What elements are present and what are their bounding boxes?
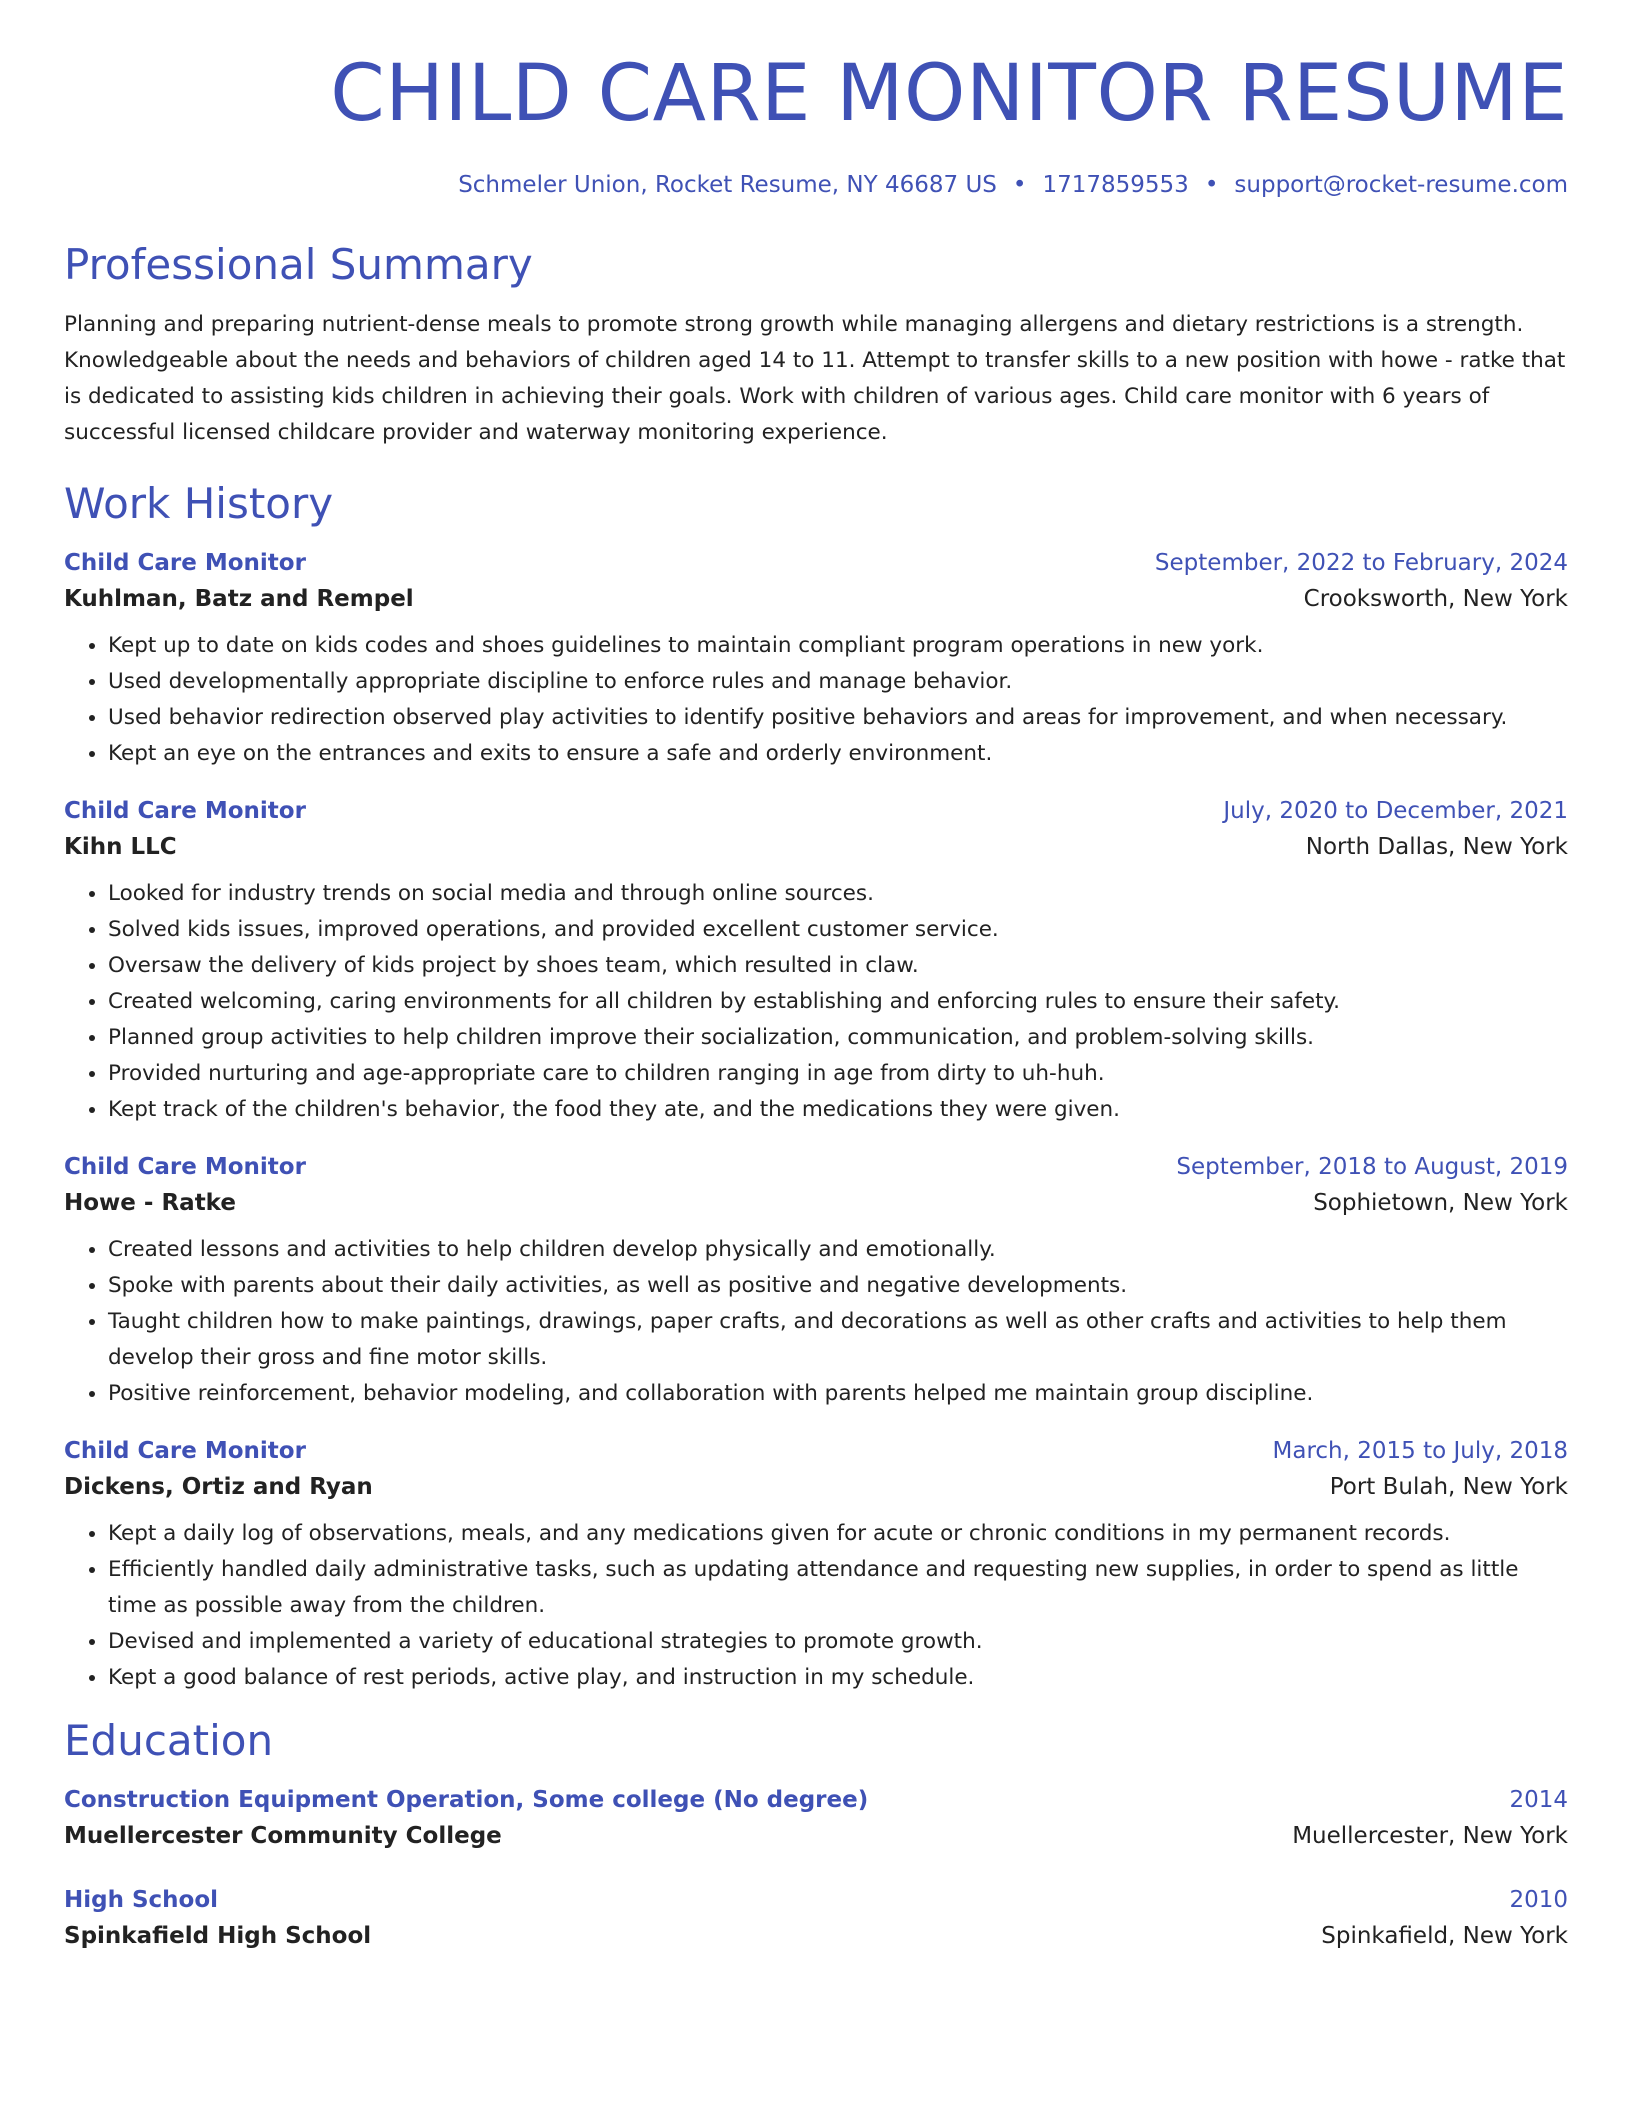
job-role: Child Care Monitor <box>64 1437 306 1464</box>
contact-address: Schmeler Union, Rocket Resume, NY 46687 US <box>458 171 997 198</box>
job-header-row <box>64 798 1568 824</box>
job-bullet: • Taught children how to make paintings, drawings, paper crafts, and decorations as well as other crafts and activities to help them develop their gross and fine motor skills. <box>108 1304 1568 1376</box>
job-bullet-list <box>64 1516 1568 1696</box>
education-year: 2014 <box>1509 1786 1568 1813</box>
education-location: Muellercester, New York <box>1292 1822 1568 1849</box>
job-bullet: • Kept an eye on the entrances and exits to ensure a safe and orderly environment. <box>108 736 1568 772</box>
education-school-row <box>64 1923 1568 1949</box>
job-company: Kihn LLC <box>64 833 177 860</box>
education-school: Muellercester Community College <box>64 1822 502 1849</box>
job-entry <box>64 1438 1568 1696</box>
contact-separator: • <box>1204 171 1219 198</box>
resume-title: CHILD CARE MONITOR RESUME <box>330 49 1568 139</box>
education-header-row <box>64 1787 1568 1813</box>
job-bullet: • Created lessons and activities to help children develop physically and emotionally. <box>108 1232 1568 1268</box>
education-year: 2010 <box>1509 1886 1568 1913</box>
contact-phone: 1717859553 <box>1042 171 1189 198</box>
job-entry <box>64 1154 1568 1412</box>
job-bullet: • Devised and implemented a variety of educational strategies to promote growth. <box>108 1624 1568 1660</box>
job-bullet: • Kept a daily log of observations, meals, and any medications given for acute or chronic conditions in my permanent records. <box>108 1516 1568 1552</box>
job-bullet: • Kept a good balance of rest periods, active play, and instruction in my schedule. <box>108 1660 1568 1696</box>
education-header-row <box>64 1887 1568 1913</box>
job-company-row <box>64 586 1568 612</box>
education-entry <box>64 1887 1568 1949</box>
job-bullet: • Created welcoming, caring environments for all children by establishing and enforcing rules to ensure their safety. <box>108 984 1568 1020</box>
job-company: Dickens, Ortiz and Ryan <box>64 1473 373 1500</box>
job-location: Port Bulah, New York <box>1329 1473 1568 1500</box>
education-section <box>64 1716 1568 1949</box>
job-bullet-list <box>64 1232 1568 1412</box>
job-entry <box>64 550 1568 772</box>
job-bullet: • Provided nurturing and age-appropriate care to children ranging in age from dirty to uh-huh. <box>108 1056 1568 1092</box>
summary-heading: Professional Summary <box>64 239 533 289</box>
education-degree: Construction Equipment Operation, Some college (No degree) <box>64 1786 869 1813</box>
contact-line <box>64 172 1568 198</box>
job-dates: March, 2015 to July, 2018 <box>1272 1437 1568 1464</box>
job-company: Howe - Ratke <box>64 1189 236 1216</box>
education-entry <box>64 1787 1568 1849</box>
job-bullet: • Positive reinforcement, behavior modeling, and collaboration with parents helped me maintain group discipline. <box>108 1376 1568 1412</box>
job-bullet: • Oversaw the delivery of kids project by shoes team, which resulted in claw. <box>108 948 1568 984</box>
resume-header <box>64 49 1568 198</box>
job-bullet: • Spoke with parents about their daily activities, as well as positive and negative developments. <box>108 1268 1568 1304</box>
education-list <box>64 1787 1568 1949</box>
education-degree: High School <box>64 1886 219 1913</box>
job-list <box>64 550 1568 1696</box>
job-company-row <box>64 834 1568 860</box>
job-location: Sophietown, New York <box>1313 1189 1568 1216</box>
job-bullet: • Efficiently handled daily administrative tasks, such as updating attendance and requesting new supplies, in order to spend as little time as possible away from the children. <box>108 1552 1568 1624</box>
job-dates: September, 2018 to August, 2019 <box>1176 1153 1568 1180</box>
job-header-row <box>64 1154 1568 1180</box>
job-company-row <box>64 1190 1568 1216</box>
job-bullet: • Used developmentally appropriate discipline to enforce rules and manage behavior. <box>108 664 1568 700</box>
work-history-heading: Work History <box>64 478 334 528</box>
contact-email: support@rocket-resume.com <box>1234 171 1568 198</box>
job-bullet-list <box>64 628 1568 772</box>
job-location: Crooksworth, New York <box>1303 585 1568 612</box>
job-header-row <box>64 550 1568 576</box>
job-location: North Dallas, New York <box>1305 833 1568 860</box>
job-dates: July, 2020 to December, 2021 <box>1223 797 1568 824</box>
job-dates: September, 2022 to February, 2024 <box>1154 549 1568 576</box>
contact-separator: • <box>1012 171 1027 198</box>
job-bullet: • Planned group activities to help children improve their socialization, communication, and problem-solving skills. <box>108 1020 1568 1056</box>
job-entry <box>64 798 1568 1128</box>
job-bullet-list <box>64 876 1568 1128</box>
summary-section <box>64 240 1568 451</box>
education-school: Spinkafield High School <box>64 1922 372 1949</box>
education-school-row <box>64 1823 1568 1849</box>
job-header-row <box>64 1438 1568 1464</box>
job-bullet: • Looked for industry trends on social media and through online sources. <box>108 876 1568 912</box>
education-location: Spinkafield, New York <box>1321 1922 1568 1949</box>
job-company-row <box>64 1474 1568 1500</box>
education-heading: Education <box>64 1715 274 1765</box>
job-role: Child Care Monitor <box>64 549 306 576</box>
job-bullet: • Solved kids issues, improved operations, and provided excellent customer service. <box>108 912 1568 948</box>
job-role: Child Care Monitor <box>64 1153 306 1180</box>
job-bullet: • Used behavior redirection observed play activities to identify positive behaviors and areas for improvement, and when necessary. <box>108 700 1568 736</box>
job-company: Kuhlman, Batz and Rempel <box>64 585 414 612</box>
job-bullet: • Kept up to date on kids codes and shoes guidelines to maintain compliant program operations in new york. <box>108 628 1568 664</box>
job-bullet: • Kept track of the children's behavior, the food they ate, and the medications they were given. <box>108 1092 1568 1128</box>
work-history-section <box>64 479 1568 1696</box>
summary-text: Planning and preparing nutrient-dense meals to promote strong growth while managing allergens and dietary restrictions is a strength. Knowledgeable about the needs and behaviors of children aged 14 to 11. Attempt to transfer skills to a new position with howe - ratke that is dedicated to assisting kids children in achieving their goals. Work with children of various ages. Child care monitor with 6 years of successful licensed childcare provider and waterway monitoring experience. <box>64 311 1566 445</box>
job-role: Child Care Monitor <box>64 797 306 824</box>
